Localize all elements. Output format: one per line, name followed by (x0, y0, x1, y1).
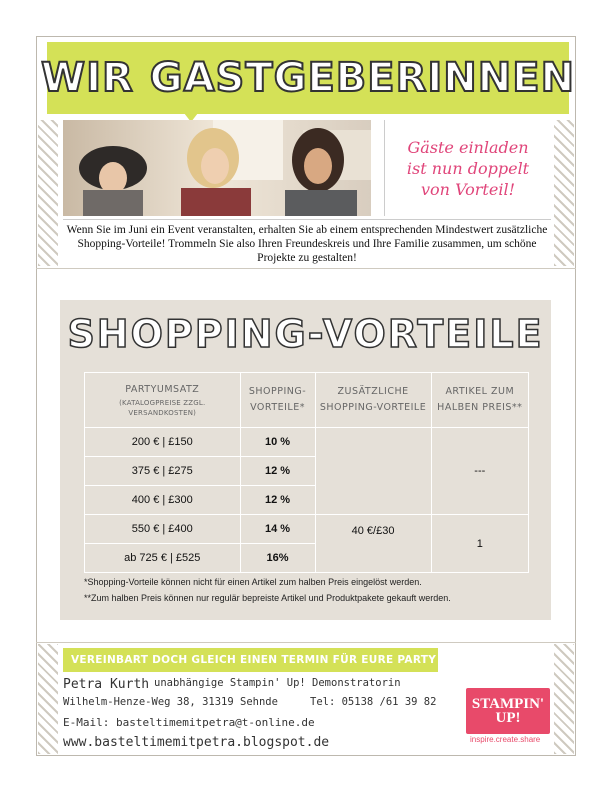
column-header-label: PARTYUMSATZ (125, 384, 200, 395)
section-divider (36, 268, 576, 269)
contact-email: E-Mail: basteltimemitpetra@t-online.de (63, 716, 315, 729)
logo-tagline: inspire.create.share (470, 735, 541, 744)
cell-extra-empty (315, 428, 431, 515)
cell-umsatz: 550 € | £400 (85, 515, 241, 544)
cell-extra-value: 40 €/£30 (315, 515, 431, 573)
title-word-wir: WIR (40, 55, 134, 101)
footnote-1: *Shopping-Vorteile können nicht für einen Artikel zum halben Preis eingelöst werden. (84, 577, 422, 587)
tagline-line: ist nun doppelt (406, 158, 530, 178)
header-title (40, 42, 576, 114)
contact-address: Wilhelm-Henze-Weg 38, 31319 Sehnde (63, 696, 278, 708)
benefits-table (84, 372, 529, 573)
tagline-line: von Vorteil! (421, 179, 515, 199)
hatch-decoration-right-top (554, 120, 574, 266)
cell-vorteil: 16% (240, 544, 315, 573)
cell-vorteil: 12 % (240, 486, 315, 515)
tagline-text (407, 137, 529, 200)
column-header-shopping-vorteile: SHOPPING-VORTEILE* (240, 373, 315, 428)
cell-umsatz: 375 € | £275 (85, 457, 241, 486)
contact-phone: Tel: 05138 /61 39 82 (310, 696, 437, 708)
section-divider (36, 642, 576, 643)
title-word-gastgeberinnen: GASTGEBERINNEN (149, 55, 576, 101)
contact-role: unabhängige Stampin' Up! Demonstratorin (154, 677, 401, 689)
cell-umsatz: 200 € | £150 (85, 428, 241, 457)
cell-vorteil: 10 % (240, 428, 315, 457)
tagline-line: Gäste einladen (407, 137, 529, 157)
logo-text-top: STAMPIN' (471, 696, 545, 712)
hatch-decoration-right-bottom (554, 644, 574, 754)
footnote-2: **Zum halben Preis können nur regulär bepreiste Artikel und Produktpakete gekauft werden. (84, 593, 451, 603)
table-row (85, 428, 529, 457)
table-header-row (85, 373, 529, 428)
cell-umsatz: ab 725 € | £525 (85, 544, 241, 573)
column-header-sublabel: (KATALOGPREISE ZZGL. VERSANDKOSTEN) (119, 399, 206, 417)
column-header-zusaetzliche: ZUSÄTZLICHE SHOPPING-VORTEILE (315, 373, 431, 428)
hero-photo (63, 120, 371, 216)
hatch-decoration-left-bottom (38, 644, 58, 754)
cell-vorteil: 14 % (240, 515, 315, 544)
logo-text-bottom: UP! (495, 710, 521, 726)
contact-name: Petra Kurth (63, 677, 150, 692)
logo-wordmark (466, 688, 550, 734)
contact-website: www.basteltimemitpetra.blogspot.de (63, 735, 330, 750)
cell-half-price-value: 1 (431, 515, 528, 573)
cell-half-price-none: --- (431, 428, 528, 515)
cell-vorteil: 12 % (240, 457, 315, 486)
tagline-box (384, 120, 551, 216)
cell-umsatz: 400 € | £300 (85, 486, 241, 515)
column-header-halber-preis: ARTIKEL ZUM HALBEN PREIS** (431, 373, 528, 428)
intro-paragraph: Wenn Sie im Juni ein Event veranstalten, erhalten Sie ab einem entsprechenden Mindestwert zusätzliche Shopping-Vorteile! Trommeln Sie also Ihren Freundeskreis und Ihre Familie zusammen, um schöne Projekte zu gestalten! (63, 219, 551, 265)
cta-banner: VEREINBART DOCH GLEICH EINEN TERMIN FÜR EURE PARTY MIT MIR! (63, 648, 438, 672)
section-title: SHOPPING-VORTEILE (67, 312, 544, 356)
hatch-decoration-left-top (38, 120, 58, 266)
table-row (85, 515, 529, 544)
column-header-partyumsatz (85, 373, 241, 428)
